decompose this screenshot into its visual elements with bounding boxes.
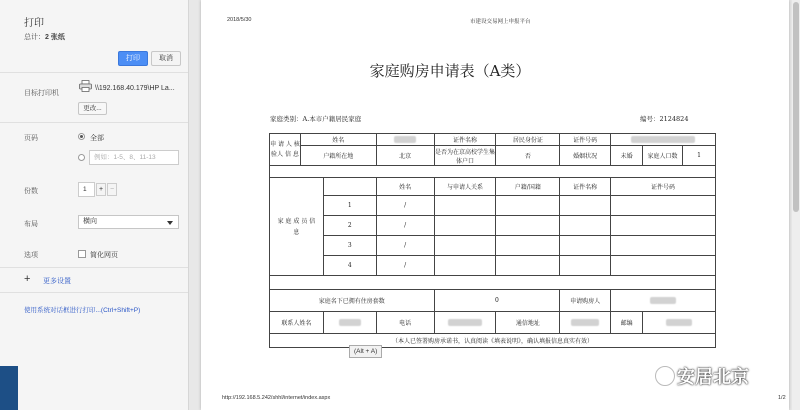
pages-custom-input[interactable]: 例如：1-5、8、11-13 (89, 150, 179, 165)
member-cell (560, 236, 611, 256)
member-row (270, 236, 716, 256)
watermark-text: 安居北京 (677, 367, 749, 388)
family-type: 家庭类别：A.本市户籍居民家庭 (270, 115, 362, 123)
redacted-value (650, 297, 676, 304)
copies-increment-button[interactable]: + (96, 183, 106, 196)
member-cell (560, 216, 611, 236)
background-window-edge (0, 366, 18, 410)
member-cell (560, 196, 611, 216)
cancel-button[interactable]: 取消 (151, 51, 181, 66)
member-cell (611, 256, 716, 276)
total-count: 2 张纸 (45, 34, 65, 41)
applicant-section-label: 申 请 人 核验人 信 息 (270, 134, 301, 166)
contact-value (323, 312, 376, 334)
header-site-name: 市建设交易网上申报平台 (470, 19, 531, 25)
member-name: / (376, 236, 434, 256)
marital-value: 未婚 (611, 146, 643, 166)
serial-number: 编号：2124824 (640, 115, 689, 123)
col-name: 姓名 (300, 134, 376, 146)
member-col-id-number: 证件号码 (611, 178, 716, 196)
member-col-id-name: 证件名称 (560, 178, 611, 196)
pages-custom-radio[interactable] (78, 154, 85, 161)
member-no: 4 (323, 256, 376, 276)
student-value: 否 (496, 146, 560, 166)
redacted-value (666, 319, 692, 326)
tooltip: (Alt + A) (349, 345, 382, 358)
redacted-value (448, 319, 482, 326)
member-no: 2 (323, 216, 376, 236)
member-cell (611, 216, 716, 236)
pages-label: 页码 (24, 135, 38, 142)
spacer-row (270, 166, 716, 178)
simplify-page-label: 简化网页 (90, 252, 118, 259)
member-col-name: 姓名 (376, 178, 434, 196)
member-col-no (323, 178, 376, 196)
member-row (270, 196, 716, 216)
copies-input[interactable]: 1 (78, 182, 95, 197)
header-date: 2018/5/30 (227, 17, 252, 23)
panel-title: 打印 (24, 18, 44, 29)
member-cell (496, 256, 560, 276)
phone-label: 电话 (376, 312, 434, 334)
buyer-value (611, 290, 716, 312)
member-name: / (376, 216, 434, 236)
name-value (376, 134, 434, 146)
member-cell (434, 256, 496, 276)
houses-value: 0 (434, 290, 560, 312)
redacted-value (571, 319, 599, 326)
spacer-row (270, 276, 716, 290)
contact-label: 联系人姓名 (270, 312, 324, 334)
redacted-value (339, 319, 361, 326)
divider (0, 122, 188, 123)
members-section-label: 家 庭 成 员 信 息 (270, 178, 324, 276)
id-type-value: 居民身份证 (496, 134, 560, 146)
id-number-value (611, 134, 716, 146)
postcode-label: 邮编 (611, 312, 643, 334)
member-cell (611, 236, 716, 256)
copies-decrement-button[interactable]: − (107, 183, 117, 196)
document-title: 家庭购房申请表（A类） (369, 62, 531, 80)
member-cell (434, 196, 496, 216)
member-row (270, 256, 716, 276)
print-button[interactable]: 打印 (118, 51, 148, 66)
houses-label: 家庭名下已拥有住房套数 (270, 290, 435, 312)
member-name: / (376, 256, 434, 276)
pledge-statement: （本人已签署购房承诺书，认真阅读《填表说明》，确认填报信息真实有效） (270, 334, 716, 348)
layout-label: 布局 (24, 221, 38, 228)
footer-url: http://192.168.5.242/shhl/internet/index.aspx (222, 395, 331, 401)
member-col-nationality: 户籍/国籍 (496, 178, 560, 196)
divider (0, 72, 188, 73)
scrollbar-thumb[interactable] (793, 2, 799, 212)
hukou-label: 户籍所在地 (300, 146, 376, 166)
printer-name: \\192.168.40.179\HP La... (95, 85, 175, 92)
household-value: 1 (682, 146, 715, 166)
watermark (655, 363, 793, 389)
member-cell (611, 196, 716, 216)
plus-icon[interactable]: + (24, 273, 31, 285)
member-row (270, 216, 716, 236)
address-label: 通信地址 (496, 312, 560, 334)
col-id-name: 证件名称 (434, 134, 496, 146)
divider (0, 267, 188, 268)
pages-all-label: 全部 (90, 135, 104, 142)
simplify-page-checkbox[interactable] (78, 250, 86, 258)
printer-icon (79, 80, 92, 92)
buyer-label: 申请购房人 (560, 290, 611, 312)
pages-all-radio[interactable] (78, 133, 85, 140)
system-dialog-link[interactable]: 使用系统对话框进行打印...(Ctrl+Shift+P) (24, 307, 141, 314)
member-cell (496, 236, 560, 256)
footer-page-number: 1/2 (778, 395, 786, 401)
member-cell (434, 236, 496, 256)
household-label: 家庭人口数 (643, 146, 683, 166)
phone-value (434, 312, 496, 334)
member-name: / (376, 196, 434, 216)
divider (0, 292, 188, 293)
col-id-number: 证件号码 (560, 134, 611, 146)
redacted-value (631, 136, 695, 143)
destination-label: 目标打印机 (24, 90, 59, 97)
chevron-down-icon (167, 221, 173, 225)
hukou-value: 北京 (376, 146, 434, 166)
marital-label: 婚姻状况 (560, 146, 611, 166)
member-col-relation: 与申请人关系 (434, 178, 496, 196)
options-label: 选项 (24, 252, 38, 259)
total-sheets (24, 32, 65, 42)
redacted-value (394, 136, 416, 143)
copies-label: 份数 (24, 188, 38, 195)
address-value (560, 312, 611, 334)
layout-select[interactable] (78, 215, 179, 229)
application-form-table (269, 133, 716, 348)
wechat-icon (655, 366, 675, 386)
student-label: 是否为在京高校学生集体户口 (434, 146, 496, 166)
member-cell (496, 216, 560, 236)
print-settings-panel (0, 0, 189, 410)
member-cell (496, 196, 560, 216)
layout-value: 横向 (83, 218, 97, 225)
member-cell (434, 216, 496, 236)
member-no: 3 (323, 236, 376, 256)
change-printer-button[interactable]: 更改... (78, 102, 107, 115)
postcode-value (643, 312, 716, 334)
member-no: 1 (323, 196, 376, 216)
total-label: 总计： (24, 34, 45, 41)
member-cell (560, 256, 611, 276)
more-settings-link[interactable]: 更多设置 (43, 278, 71, 285)
